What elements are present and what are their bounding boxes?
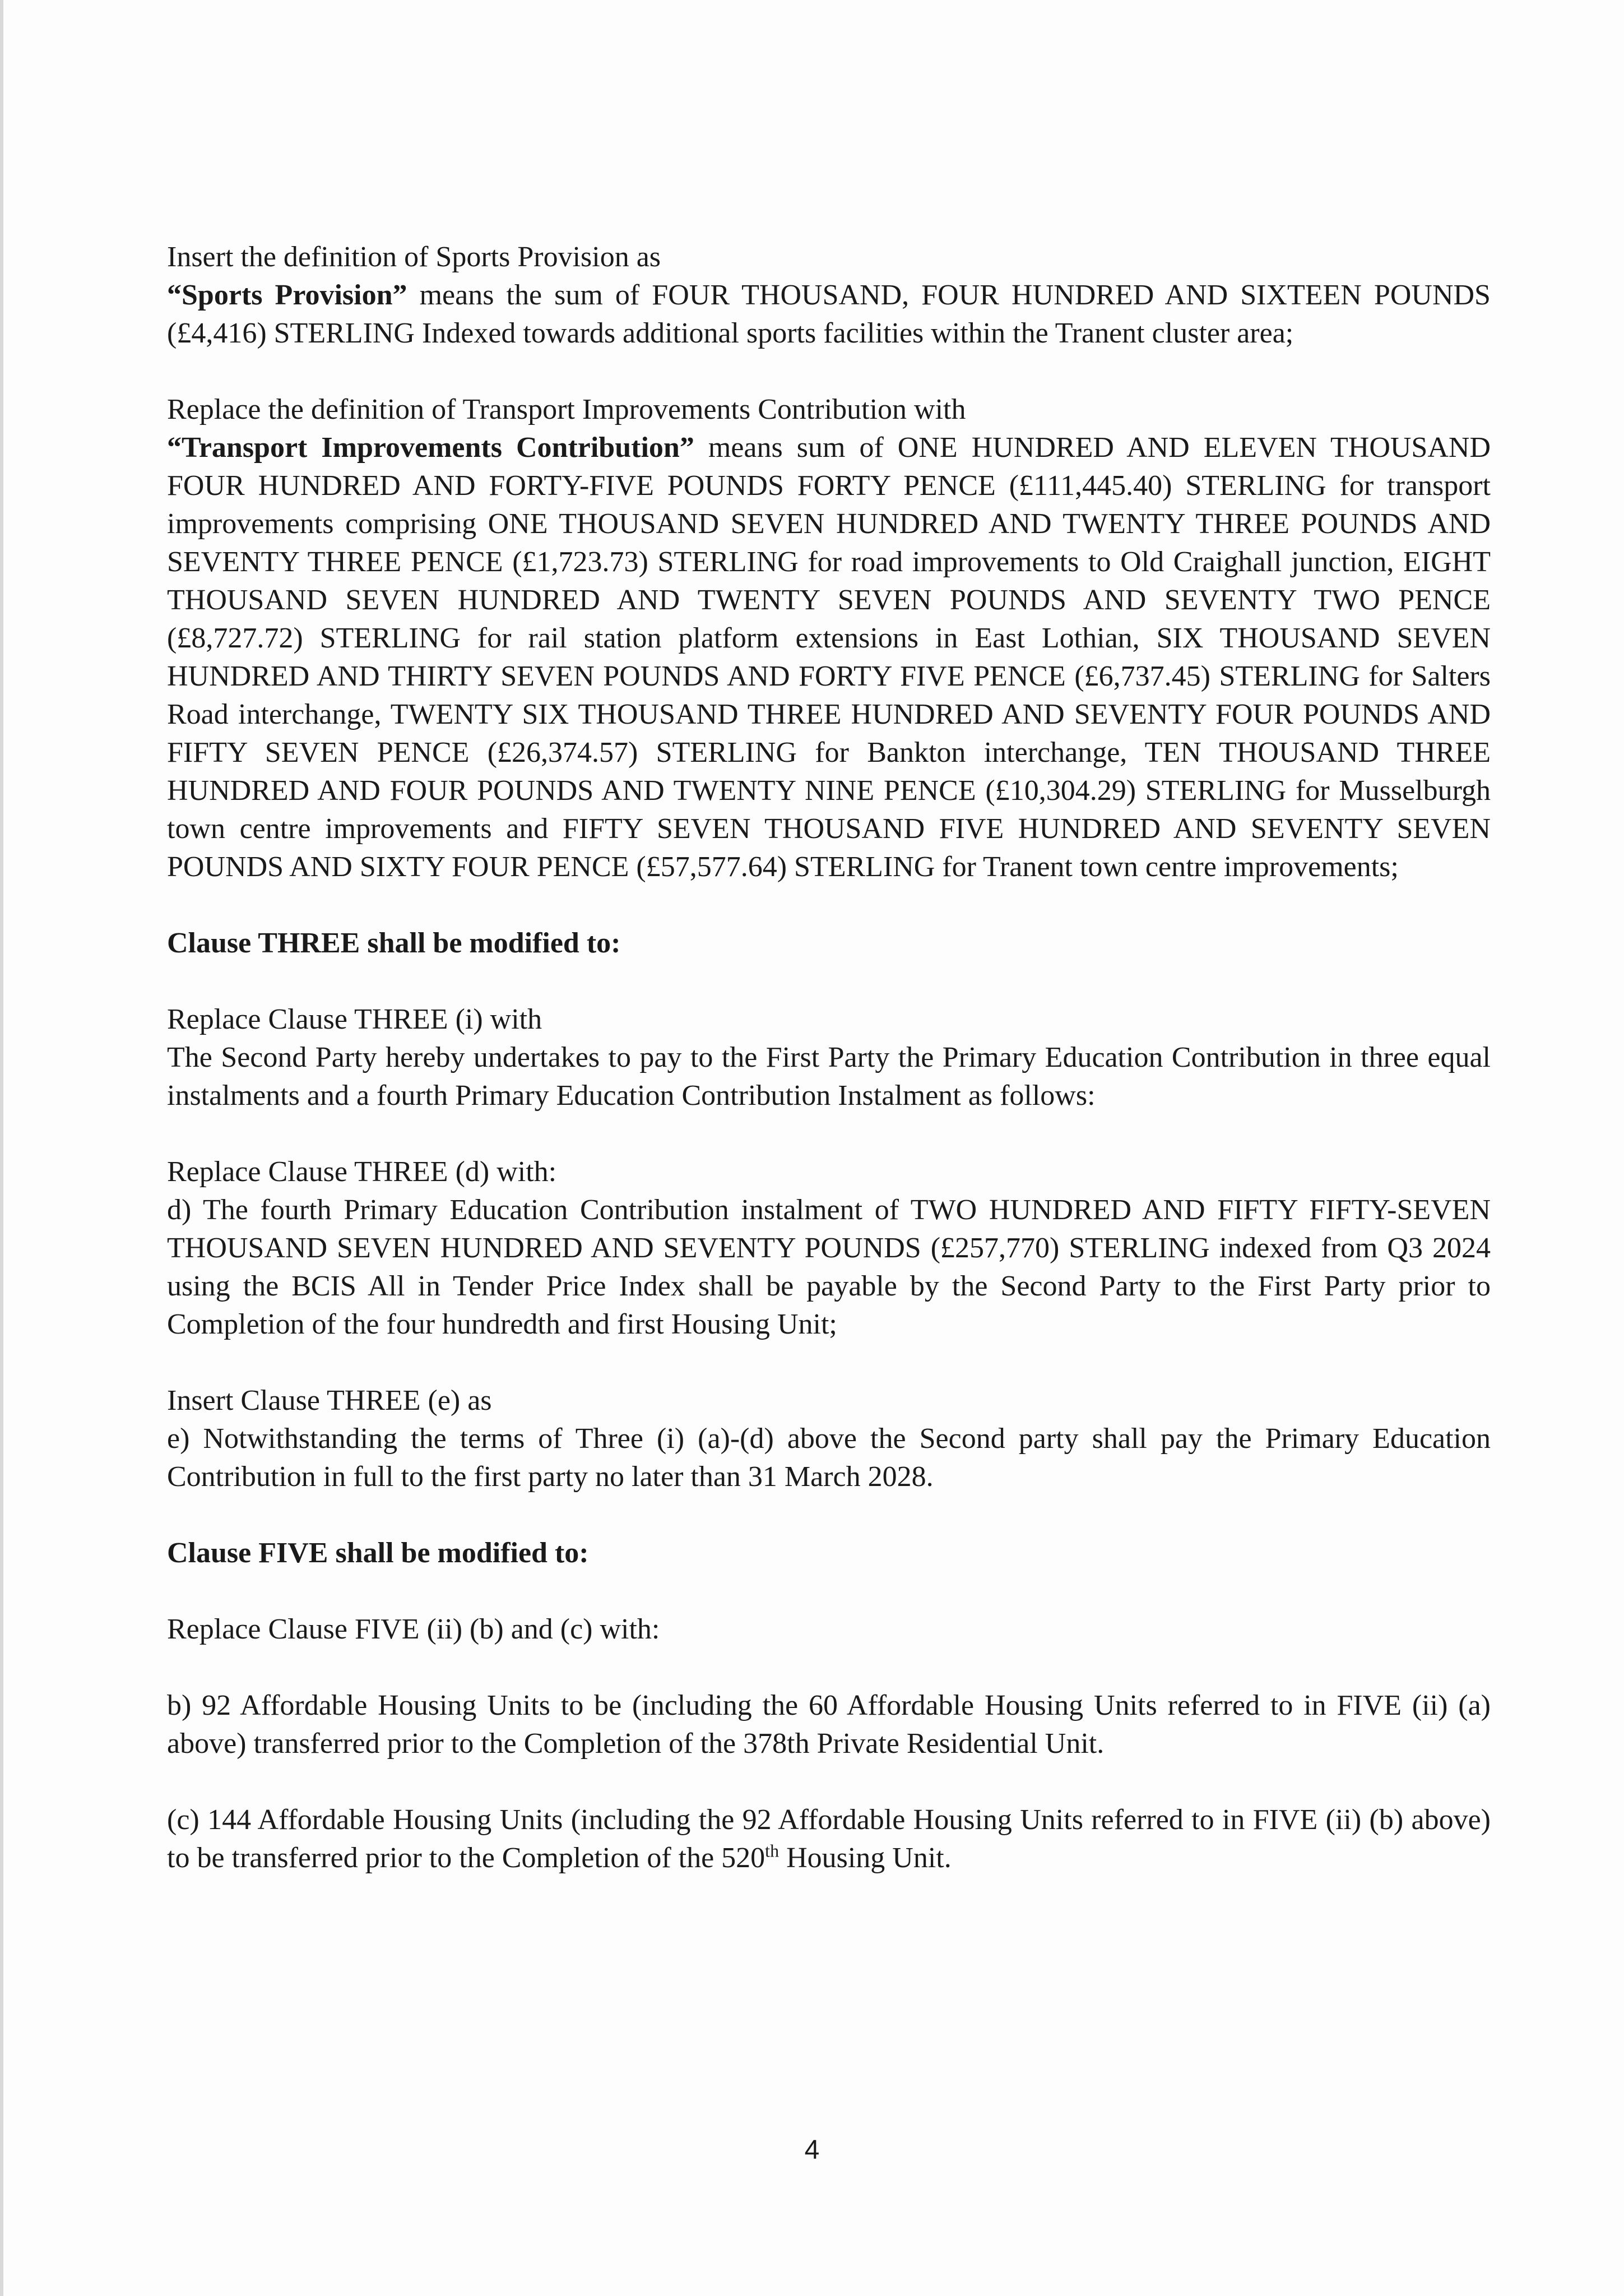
clause-five-intro: Replace Clause FIVE (ii) (b) and (c) with:: [167, 1613, 660, 1645]
transport-contribution-text: means sum of ONE HUNDRED AND ELEVEN THOUSAND FOUR HUNDRED AND FORTY-FIVE POUNDS FORTY PENCE (£111,445.40) STERLING for transport improvements comprising ONE THOUSAND SEVEN HUNDRED AND TWENTY THREE POUNDS AND SEVENTY THREE PENCE (£1,723.73) STERLING for road improvements to Old Craighall junction, EIGHT THOUSAND SEVEN HUNDRED AND TWENTY SEVEN POUNDS AND SEVENTY TWO PENCE (£8,727.72) STERLING for rail station platform extensions in East Lothian, SIX THOUSAND SEVEN HUNDRED AND THIRTY SEVEN POUNDS AND FORTY FIVE PENCE (£6,737.45) STERLING for Salters Road interchange, TWENTY SIX THOUSAND THREE HUNDRED AND SEVENTY FOUR POUNDS AND FIFTY SEVEN PENCE (£26,374.57) STERLING for Bankton interchange, TEN THOUSAND THREE HUNDRED AND FOUR POUNDS AND TWENTY NINE PENCE (£10,304.29) STERLING for Musselburgh town centre improvements and FIFTY SEVEN THOUSAND FIVE HUNDRED AND SEVENTY SEVEN POUNDS AND SIXTY FOUR PENCE (£57,577.64) STERLING for Tranent town centre improvements;: [167, 432, 1491, 883]
transport-contribution-intro: Replace the definition of Transport Improvements Contribution with: [167, 394, 966, 425]
spacer: [167, 1763, 1491, 1801]
clause-three-e-text: e) Notwithstanding the terms of Three (i) (a)-(d) above the Second party shall pay the Primary Education Contribution in full to the first party no later than 31 March 2028.: [167, 1423, 1491, 1493]
transport-contribution-term: “Transport Improvements Contribution”: [167, 432, 694, 464]
spacer: [167, 886, 1491, 924]
sports-provision-text: means the sum of FOUR THOUSAND, FOUR HUNDRED AND SIXTEEN POUNDS (£4,416) STERLING Indexed towards additional sports facilities within the Tranent cluster area;: [167, 279, 1491, 349]
spacer: [167, 1344, 1491, 1382]
transport-contribution-definition: [167, 429, 1491, 886]
page-number: 4: [804, 2135, 820, 2165]
clause-five-item-b: b) 92 Affordable Housing Units to be (including the 60 Affordable Housing Units referred to in FIVE (ii) (a) above) transferred prior to the Completion of the 378th Private Residential Unit.: [167, 1689, 1491, 1760]
spacer: [167, 1572, 1491, 1610]
spacer: [167, 353, 1491, 391]
clause-five-item-c-text: (c) 144 Affordable Housing Units (including the 92 Affordable Housing Units referred to in FIVE (ii) (b) above) to be transferred prior to the Completion of the 520: [167, 1804, 1491, 1874]
clause-three-d-text: d) The fourth Primary Education Contribution instalment of TWO HUNDRED AND FIFTY FIFTY-SEVEN THOUSAND SEVEN HUNDRED AND SEVENTY POUNDS (£257,770) STERLING indexed from Q3 2024 using the BCIS All in Tender Price Index shall be payable by the Second Party to the First Party prior to Completion of the four hundredth and first Housing Unit;: [167, 1194, 1491, 1340]
spacer: [167, 1496, 1491, 1534]
spacer: [167, 1115, 1491, 1153]
sports-provision-term: “Sports Provision”: [167, 279, 407, 311]
clause-three-e-intro: Insert Clause THREE (e) as: [167, 1385, 492, 1417]
scan-edge: [0, 0, 3, 2296]
clause-three-d-intro: Replace Clause THREE (d) with:: [167, 1156, 557, 1188]
document-body: [167, 238, 1491, 1877]
clause-five-item-c-end: Housing Unit.: [779, 1842, 952, 1874]
sports-provision-definition: [167, 276, 1491, 353]
clause-three-i-text: The Second Party hereby undertakes to pay to the First Party the Primary Education Contribution in three equal instalments and a fourth Primary Education Contribution Instalment as follows:: [167, 1041, 1491, 1112]
ordinal-suffix: th: [765, 1840, 779, 1861]
clause-three-i-intro: Replace Clause THREE (i) with: [167, 1003, 542, 1035]
clause-five-heading: Clause FIVE shall be modified to:: [167, 1537, 589, 1569]
clause-five-item-c: [167, 1801, 1491, 1877]
clause-three-heading: Clause THREE shall be modified to:: [167, 927, 621, 959]
spacer: [167, 962, 1491, 1001]
spacer: [167, 1649, 1491, 1687]
sports-provision-intro: Insert the definition of Sports Provision as: [167, 241, 661, 273]
